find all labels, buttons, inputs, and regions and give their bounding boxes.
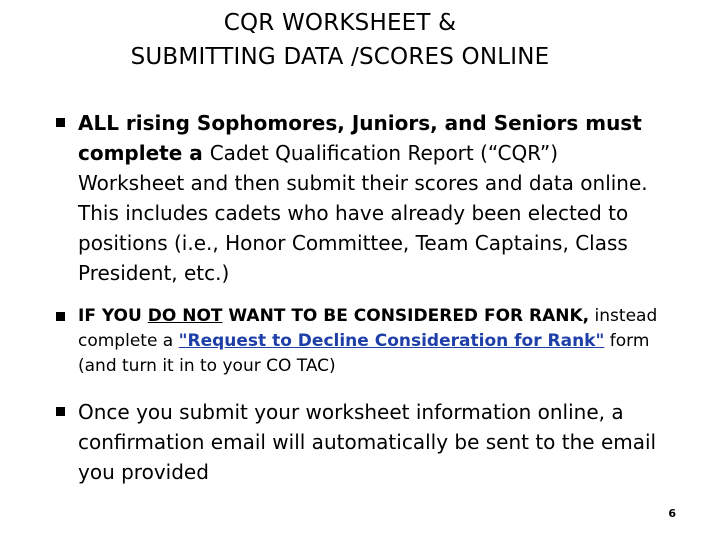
bullet-item-decline-rank — [56, 304, 666, 379]
title-line-1: CQR WORKSHEET & — [223, 10, 457, 36]
bullet-3-text: Once you submit your worksheet information online, a confirmation email will automatically be sent to the email you provided — [78, 400, 657, 484]
bullet-1-bold-lead: ALL rising Sophomores, Juniors, and Seniors must complete a — [78, 111, 642, 165]
slide-title — [60, 6, 620, 74]
square-bullet-icon — [56, 407, 65, 416]
title-line-2: SUBMITTING DATA /SCORES ONLINE — [130, 44, 550, 70]
bullet-1-text: Cadet Qualification Report (“CQR”) Worksheet and then submit their scores and data online. This includes cadets who have already been elected to positions (i.e., Honor Committee, Team Captains, Class President, etc.) — [78, 141, 648, 285]
square-bullet-icon — [56, 118, 65, 127]
page-number: 6 — [668, 507, 676, 520]
bullet-item-cqr-requirement — [56, 108, 666, 288]
bullet-2-bold-tail: WANT TO BE CONSIDERED FOR RANK, — [222, 306, 590, 326]
bullet-2-do-not: DO NOT — [147, 306, 223, 326]
decline-consideration-form-link[interactable]: "Request to Decline Consideration for Rank" — [178, 331, 605, 351]
bullet-list — [56, 108, 666, 487]
bullet-2-text-after-link: form (and turn it in to your CO TAC) — [78, 331, 650, 376]
bullet-2-bold-lead: IF YOU — [78, 306, 148, 326]
bullet-2-text-before-link: instead complete a — [78, 306, 658, 351]
bullet-item-confirmation-email — [56, 397, 666, 487]
square-bullet-icon — [56, 312, 65, 321]
